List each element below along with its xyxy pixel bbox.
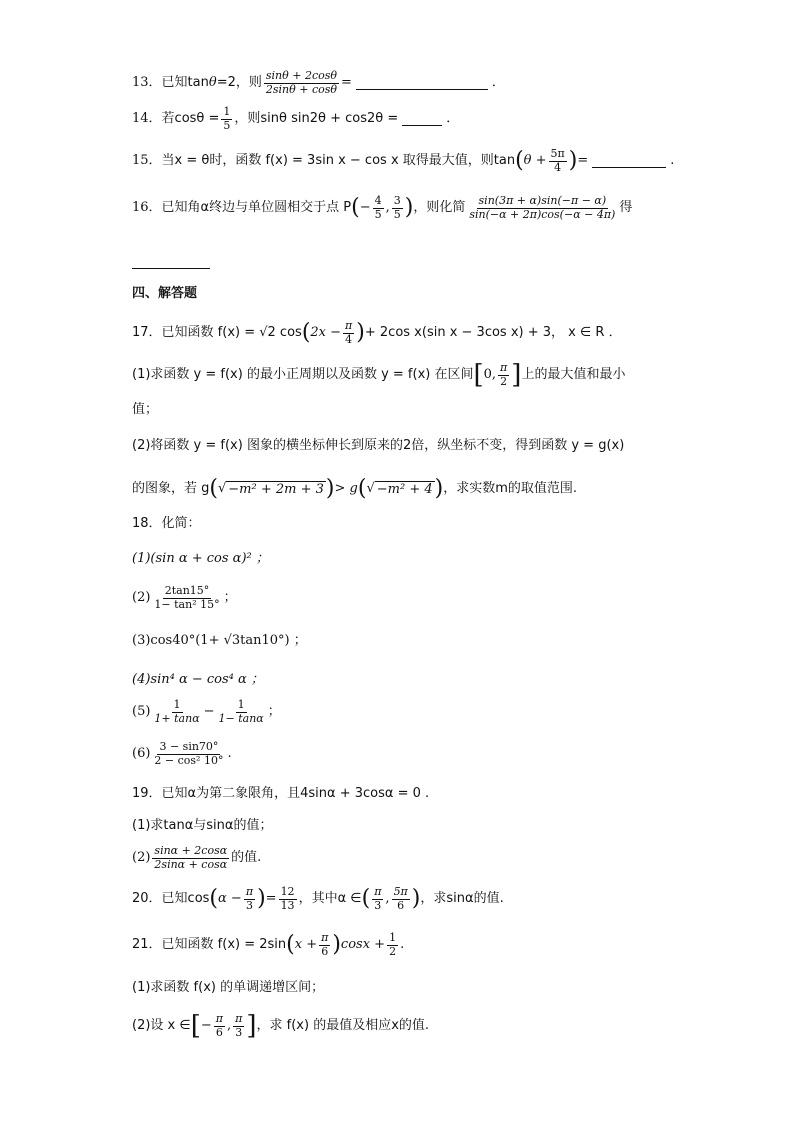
q18-i2-pre: (2) <box>132 590 151 606</box>
q15-end: . <box>670 153 675 169</box>
q20-mid: ，其中α ∈ <box>298 891 362 907</box>
q20-v-num: 12 <box>280 885 295 898</box>
q21-b-num: π <box>235 1012 243 1025</box>
q18-i5-end: ； <box>267 704 281 720</box>
q21-pi-over-6 <box>319 932 330 958</box>
q13-number: 13 <box>132 75 149 91</box>
q16-mid: ，则化简 <box>413 200 466 216</box>
paren-close: ) <box>325 476 335 501</box>
q20-pi-over-3 <box>244 886 255 912</box>
q16-number: 16 <box>132 200 149 216</box>
q19-p2-end: 的值. <box>231 850 262 866</box>
question-17 <box>132 320 622 346</box>
q16-text: ．已知角α终边与单位圆相交于点 P <box>148 200 352 216</box>
q19-p2-num: sinα + 2cosα <box>154 844 228 857</box>
q16-px-den: 5 <box>374 207 382 221</box>
q14-number: 14 <box>132 111 149 127</box>
q17-tail: + 2cos x(sin x − 3cos x) + 3， x ∈ R ． <box>364 325 622 341</box>
q17-head: 17．已知函数 f(x) = √2 cos <box>132 325 302 341</box>
q15-frac-num: 5π <box>550 147 565 160</box>
q21-range-a <box>214 1013 225 1039</box>
q18-item-3: (3)cos40°(1+ √3tan10°) ； <box>132 633 307 648</box>
minus-sign: − <box>200 1018 212 1034</box>
paren-close: ) <box>568 148 578 174</box>
bracket-open: [ <box>190 1011 201 1042</box>
q20-v-den: 13 <box>280 898 295 912</box>
q21-pi-den: 6 <box>321 944 329 958</box>
question-18: 18．化简： <box>132 516 201 531</box>
question-16 <box>132 195 632 221</box>
q15-fraction <box>549 148 567 174</box>
q18-item-4: (4)sin⁴ α − cos⁴ α ； <box>132 672 264 687</box>
q17-inner: 2x − <box>310 325 342 341</box>
q15-answer-blank[interactable] <box>592 166 666 168</box>
q21-p2-pre: (2)设 x ∈ <box>132 1018 191 1034</box>
q21-half-den: 2 <box>389 944 397 958</box>
bracket-close: ] <box>511 360 522 391</box>
q20-pre: 20．已知cos <box>132 891 210 907</box>
q17-p1a: (1)求函数 y = f(x) 的最小正周期以及函数 y = f(x) 在区间 <box>132 367 474 383</box>
q20-b-num: 5π <box>393 885 408 898</box>
q21-range-b <box>233 1013 244 1039</box>
q17-pi-over-2 <box>498 362 509 388</box>
paren-close: ) <box>257 886 266 912</box>
q18-i2-end: ； <box>223 590 237 606</box>
q18-i6-end: . <box>227 746 232 762</box>
q20-a-den: 3 <box>374 898 382 912</box>
q14-text: ．若cosθ = <box>148 111 220 127</box>
comma: , <box>385 891 390 907</box>
q21-a-num: π <box>215 1012 223 1025</box>
question-13 <box>132 70 505 96</box>
q18-i5-d2: 1− tanα <box>218 711 264 725</box>
q20-end: ，求sinα的值. <box>420 891 504 907</box>
paren-close: ) <box>434 476 444 501</box>
paren-open: ( <box>286 932 295 958</box>
q18-i5-frac2 <box>217 699 266 725</box>
q13-theta: θ <box>208 75 217 91</box>
q16-answer-blank[interactable] <box>132 268 210 269</box>
q17-part2-cont <box>132 478 577 500</box>
q16-end: 得 <box>619 200 633 216</box>
q13-mid: =2，则 <box>216 75 262 91</box>
q17-interval-start: 0, <box>483 367 497 383</box>
question-20 <box>132 886 504 912</box>
q14-frac-den: 5 <box>223 118 231 132</box>
paren-close: ) <box>356 320 365 346</box>
q20-pi-den: 3 <box>245 898 253 912</box>
q21-pre: 21．已知函数 f(x) = 2sin <box>132 937 287 953</box>
q17-p1-pi: π <box>500 361 508 374</box>
bracket-open: [ <box>473 360 484 391</box>
paren-open: ( <box>209 476 218 501</box>
q18-i5-minus: − <box>203 704 215 720</box>
q15-frac-den: 4 <box>554 160 562 174</box>
q17-p1-two: 2 <box>500 374 508 388</box>
q16-frac-den: sin(−α + 2π)cos(−α − 4π) <box>469 207 616 221</box>
q21-half <box>387 932 398 958</box>
q16-point-x <box>373 195 384 221</box>
q21-part1: (1)求函数 f(x) 的单调递增区间； <box>132 980 325 995</box>
q20-inner: α − <box>218 891 242 907</box>
q21-end: . <box>400 937 405 953</box>
sqrt-sign: √ <box>217 481 227 497</box>
q20-a-num: π <box>374 885 382 898</box>
q18-i5-pre: (5) <box>132 704 151 720</box>
q13-frac-num: sinθ + 2cosθ <box>265 69 337 82</box>
q15-text: ．当x = θ时，函数 f(x) = 3sin x − cos x 取得最大值，则tan <box>148 153 516 169</box>
paren-open: ( <box>357 476 367 501</box>
question-19: 19．已知α为第二象限角，且4sinα + 3cosα = 0 . <box>132 786 430 801</box>
q19-p2-den: 2sinα + cosα <box>154 857 228 871</box>
q21-pi-num: π <box>321 931 329 944</box>
q18-i6-pre: (6) <box>132 746 151 762</box>
q21-inner: x + <box>294 937 318 953</box>
q14-mid: ，则sinθ sin2θ + cos2θ = <box>234 111 399 127</box>
q18-i6-frac <box>152 741 225 767</box>
q18-i6-num: 3 − sin70° <box>159 740 219 753</box>
q17-part2: (2)将函数 y = f(x) 图象的横坐标伸长到原来的2倍，纵坐标不变，得到函数 y = g(x) <box>132 438 625 453</box>
question-21 <box>132 932 404 958</box>
sqrt-sign: √ <box>366 481 375 497</box>
q17-p2-pre: 的图象，若 g <box>132 481 210 497</box>
q19-p2-pre: (2) <box>132 850 151 866</box>
q18-i2-den: 1− tan² 15° <box>154 597 220 611</box>
q20-pi-num: π <box>245 885 254 898</box>
q16-fraction <box>467 195 617 221</box>
q18-item-2 <box>132 585 237 611</box>
q21-half-num: 1 <box>389 931 397 944</box>
q15-eq: = <box>577 153 589 169</box>
q17-four: 4 <box>345 332 353 346</box>
paren-open: ( <box>351 195 360 221</box>
q16-frac-num: sin(3π + α)sin(−π − α) <box>478 194 607 207</box>
comma: , <box>385 200 390 216</box>
q18-i5-n2: 1 <box>237 698 245 711</box>
q15-number: 15 <box>132 153 149 169</box>
paren-open: ( <box>361 886 371 912</box>
q19-part1: (1)求tanα与sinα的值； <box>132 818 273 833</box>
q18-i5-n1: 1 <box>173 698 181 711</box>
q21-mid: cosx + <box>340 937 386 953</box>
q18-i2-frac <box>152 585 221 611</box>
q14-end: ． <box>446 111 460 127</box>
comma: , <box>227 1018 232 1034</box>
q17-p2-end: ，求实数m的取值范围. <box>443 481 577 497</box>
q17-pi: π <box>345 319 353 332</box>
q16-point-y <box>392 195 403 221</box>
q20-range-a <box>372 886 383 912</box>
q16-px-num: 4 <box>374 194 382 207</box>
q14-answer-blank[interactable] <box>402 124 442 126</box>
section-heading: 四、解答题 <box>132 286 198 301</box>
q19-part2 <box>132 845 261 871</box>
q18-i5-frac1 <box>152 699 201 725</box>
paren-open: ( <box>515 148 524 174</box>
q18-item-5 <box>132 699 281 725</box>
q17-p1c: 值； <box>132 402 159 417</box>
q14-frac-num: 1 <box>223 105 231 118</box>
q17-pi-over-4 <box>343 320 354 346</box>
question-15 <box>132 148 674 174</box>
q18-i5-d1: 1+ tanα <box>154 711 200 725</box>
q13-end: ． <box>491 75 505 91</box>
q17-gt: > g <box>334 481 358 497</box>
paren-close: ) <box>404 195 414 221</box>
q13-fraction <box>264 70 339 96</box>
q16-py-num: 3 <box>393 194 401 207</box>
q17-p1b: 上的最大值和最小 <box>521 367 626 383</box>
q13-prefix: ．已知tan <box>148 75 209 91</box>
q20-b-den: 6 <box>397 898 405 912</box>
q19-p2-frac <box>152 845 229 871</box>
question-14 <box>132 106 459 132</box>
q13-answer-blank[interactable] <box>356 88 488 90</box>
q21-b-den: 3 <box>235 1025 243 1039</box>
q16-py-den: 5 <box>393 207 401 221</box>
q18-i2-num: 2tan15° <box>164 584 210 597</box>
q13-frac-den: 2sinθ + cosθ <box>265 82 337 96</box>
q14-fraction <box>221 106 232 132</box>
q15-inner: θ + <box>523 153 547 169</box>
bracket-close: ] <box>246 1011 257 1042</box>
q13-eq: = <box>341 75 352 91</box>
q18-item-1: (1)(sin α + cos α)² ； <box>132 551 269 566</box>
q17-root-1: −m² + 2m + 3 <box>228 481 324 497</box>
paren-close: ) <box>332 932 341 958</box>
q20-range-b <box>392 886 410 912</box>
q21-a-den: 6 <box>215 1025 223 1039</box>
q21-part2 <box>132 1011 430 1042</box>
q21-p2-end: ，求 f(x) 的最值及相应x的值. <box>256 1018 430 1034</box>
paren-open: ( <box>209 886 219 912</box>
paren-close: ) <box>411 886 421 912</box>
paren-open: ( <box>301 320 311 346</box>
q18-item-6 <box>132 741 232 767</box>
minus-sign: − <box>359 200 371 216</box>
q20-value <box>279 886 297 912</box>
q17-part1 <box>132 360 626 391</box>
q17-root-2: −m² + 4 <box>376 481 433 497</box>
q20-eq: = <box>265 891 277 907</box>
q18-i6-den: 2 − cos² 10° <box>154 753 224 767</box>
